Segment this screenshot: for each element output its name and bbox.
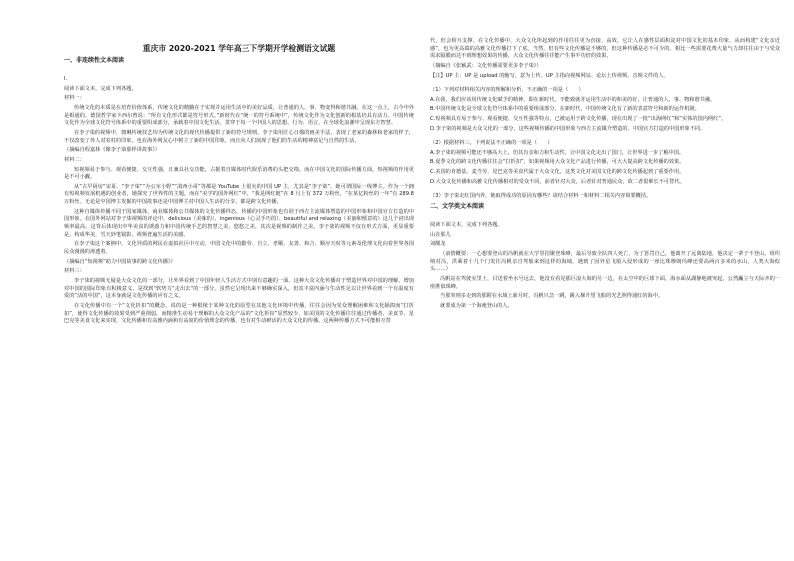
material-2-para-1: 短视频易于参与、观看便捷、交互性强，且兼具社交功能，占据着自媒体时代娱乐消费的头把交椅。而在中国文化的国际传播方面，短视频的作用更是不可小觑。 [64, 166, 414, 181]
question-2-option-a: A.李子柒的视频可能还不够高大上，但其有亲和力和生动性，让中国文化走出了国门，让世界进一步了解中国。 [430, 149, 685, 156]
material-3-continued: 代，但会相互支撑。在文化传播中，大众文化所起到的作用往往更为直接、高效，它让人在感性层面积淀对中国文化的基本印象，从而构建“文化亲近感”，也为更高端的高雅文化传播打下了底。当然，但有些文化传播是不够的，但这种传播是必不可少的。相比一些需要花费大量气力却往往由于与受众需求隔膜而达不到理想效果的传播，大众文化传播往往能产生事半功倍的效果。 [430, 38, 780, 60]
story-author: 刘醒龙 [430, 241, 446, 248]
question-1-option-d: D.李子柒的视频是大众文化的一部分，这些视频传播的中国形象与西方主流媒介塑造的、中国官方打造的中国形象不同。 [430, 125, 706, 132]
material-3-label: 材料三： [64, 268, 85, 275]
material-3-para-2: 在文化传播中有一个“文化折扣”的概念，说的是一种根植于某种文化的原型在其他文化环境中传播，往往会因为受众理解困难和文化隔阂而“打折扣”，使得文化传播的效果受到严重削弱。而精准生动易于理解的大众文化产品的“文化折扣”显然较少，如美国的文化传播往往通过传播者、美食节、星巴克等美食文化来实现。文化传播和有高雅内涵和有高度的价值理念的传播，也有对生动鲜活的大众文化的传播。这两种传播方式不可能相互替 [64, 302, 414, 325]
material-2-para-3: 这种自媒体传播不同于国家媒体、商业媒体和公共媒体的文化传播样态，传播的中国形象也有别于西方主流媒体塑造的中国形象和中国官方打造的中国形象。在国外网站对李子柒视频的评论中，delicious（美味的）、ingenious（心灵手巧的）、beautiful and relaxing（美丽和惬意的）这几个词出现频率最高。这背后体现出中华美食的诱惑力和中国传统手艺的智慧之美、悠悠之美，其次是视频的制作之美。李子柒的视频不仅在形式方面，更显重要是，构成华美，雪天妙笔镜影，视频普遍生活的美感。 [64, 208, 414, 238]
question-2-option-b: B.夏季文化的跨文化传播往往会“打折扣”，如果视频用大众文化产品进行传播，可大大提高跨文化传播的效果。 [430, 159, 685, 166]
question-2-option-d: D.大众文化传播和高雅文化传播相对的受众不同，前者针对大众，后者针对普通民众，故二者很难长不可替代。 [430, 178, 685, 185]
question-1-option-a: A.在我，我们应该用传统文化赋予的精神，即在新时代，不能致就并运用生活中的和美的好，让普通的人、事、物和谐共融。 [430, 96, 716, 103]
material-2-para-4: 在李子柒这个案例中，文化异质的网民在虚拟社区中互动，中国文化中的勤劳、自立、孝顺、友善、和合、顺应天时等元素及伦理文化向着世界各国民众漫漫的渗透着。 [64, 241, 414, 255]
story-para-3: 当那突则多走到的那附在水域上新月时，冯帆只急一跳，跳入梯升望飞船的光艺照得通红的海中。 [440, 293, 664, 300]
material-2-source: （摘编自“短视频”助力中国故事的跨文化传播》） [64, 258, 176, 265]
footnote: 【注】UP 主：UP 是 upload 的缩写，意为上传。UP 主指向视频网站、论坛上传视频、音频文件的人。 [430, 72, 669, 79]
question-2-stem: （2）根据材料三，下列说法不正确的一项是（ ） [430, 140, 553, 147]
material-1-label: 材料一： [64, 95, 85, 102]
story-title: 山在那儿 [430, 231, 451, 238]
material-3-para-1: 李子柒的视频无疑是大众文化的一部分，让外界看到了中国年轻人生活方式中别有意趣的一面。这种大众文化传播对于塑造世界对中国的理解，增加对中国的国际印象有积极意义，是找到“软势力”走出去“的一部分。虽然它呈现出来不够确实深入，但其丰富内涵与生动性足以让世界看到一个有温度有爱的“活的中国”，这本身就是文化传播的应有之义。 [64, 277, 414, 300]
story-para-1: （前情概要：一心想要登山的冯帆就在大学里招聚登珠峰，最后导致全队四人死亡，为了惩罚自己，他离开了远离陆地，他决定一辈子不登山。组织纳对冯，洪乘着十几个门发往冯帆亲自驾船来到这样的海域，遇到了因外星飞船入侵形成的一座比珠穆朗玛峰还要高两百多米的水山，人类大海似头……） [430, 251, 780, 273]
section-heading-2: 二、文学类文本阅读 [430, 202, 485, 210]
story-para-2: 冯帆站在驾驶室里上，目送着坐水号远去，他没有看见那巨浪大海的另一边，在太空中的巨球下面，海水面从湖静地被突起，公然矗立与天际齐的一座胜似珠峰。 [430, 276, 780, 290]
page-title: 重庆市 2020-2021 学年高三下学期开学检测语文试题 [142, 44, 336, 53]
reading-instruction-2: 阅读下面文本，完成下列各题。 [430, 222, 503, 229]
reading-instruction: 阅读下面文本，完成下列各题。 [64, 85, 137, 92]
story-para-4: 就要成为第一个海淹登山的人。 [440, 303, 513, 310]
question-1-option-c: C.短视频具有易于参与、观看便捷、交互性强等特点，已被运用于跨文化传播，现在出现了一批“出海网红”和“实体的国内网红”。 [430, 115, 727, 122]
material-2-label: 材料二： [64, 156, 85, 163]
material-1-source: （摘编自程嘉林《像李子柒那样讲故事》） [64, 147, 160, 154]
section-heading-1: 一、非连续性文本阅读 [64, 56, 125, 64]
question-3-stem: （3）李子柒走红国内外，她取得成功的原因有哪些？请结合材料一和材料二相关内容简要概括。 [430, 193, 652, 200]
question-2-option-c: C.美国的肯德基、麦当劳、星巴克等美食代属于大众文化，这类文化对美国文化的跨文化传播起到了重要作用。 [430, 168, 685, 175]
material-2-para-2: 从“古早厨房”宋哥、“李子柒”“办公室小野”“滇西小哥”等都是 YouTube 上很火的中国 UP 主，尤其是“李子柒”。她可谓国际一线博主。作为一个拥有短视频发展机遇的创业者，她探究了世界性的主题，而在“美学的国外网红”中，“我是网红链”在 8 月上有 372 万粉丝，“在某亿粉丝的一年”有 289.8 万粉丝。无论是中国博主发掘的中国故事还是中国博主对中国人生活的分享，都是跨文化传播。 [64, 183, 414, 206]
left-column [64, 36, 414, 328]
question-number: I. [64, 76, 68, 83]
question-1-stem: （1）下列对材料相关内容的理解和分析，不正确的一项是（ ） [430, 87, 584, 94]
material-3-source: （摘编自《张颖武：文化传播需要更多李子柒》） [430, 62, 542, 69]
material-1-para-1: 传统文化的本质是在培育价值体系，传统文化的精髓在于实现并运用生活中的美好品质，让普通的人、事、物变得和谐共融。在这一点上，古今中外是相通的。德国哲学家卡西尔曾说：“所有文化形式都是符号形式。”新时代在“统一的符号系统中”，传统文化作为文化创新的根基仍具有活力。中国传统文化作为全球文化符号体系中的重要组成部分，承载着中国文化生活，贯穿于每一个中国人的思想、行为、语言，在全球化浪潮中呈现东方智慧。 [64, 104, 414, 127]
question-1-option-b: B.中国传统文化是全球文化符号体系中的重要组成部分，在新时代，中国传统文化有了新的表意符号和新的运作机制。 [430, 106, 700, 113]
right-column [430, 38, 780, 313]
material-1-para-2: 在李子柒的视频中，朝琳传统技艺均为传统文化的现代传播提供了新的符号规则。李子柒用匠心日描的画美手法，表现了老家的森林和老家的样子，不仅改变了外人对农村的印象，也在海外网友心中树立了新的中国印象，而且向人们展现了他们的生活的精神富足与自然的生活。 [64, 129, 414, 144]
